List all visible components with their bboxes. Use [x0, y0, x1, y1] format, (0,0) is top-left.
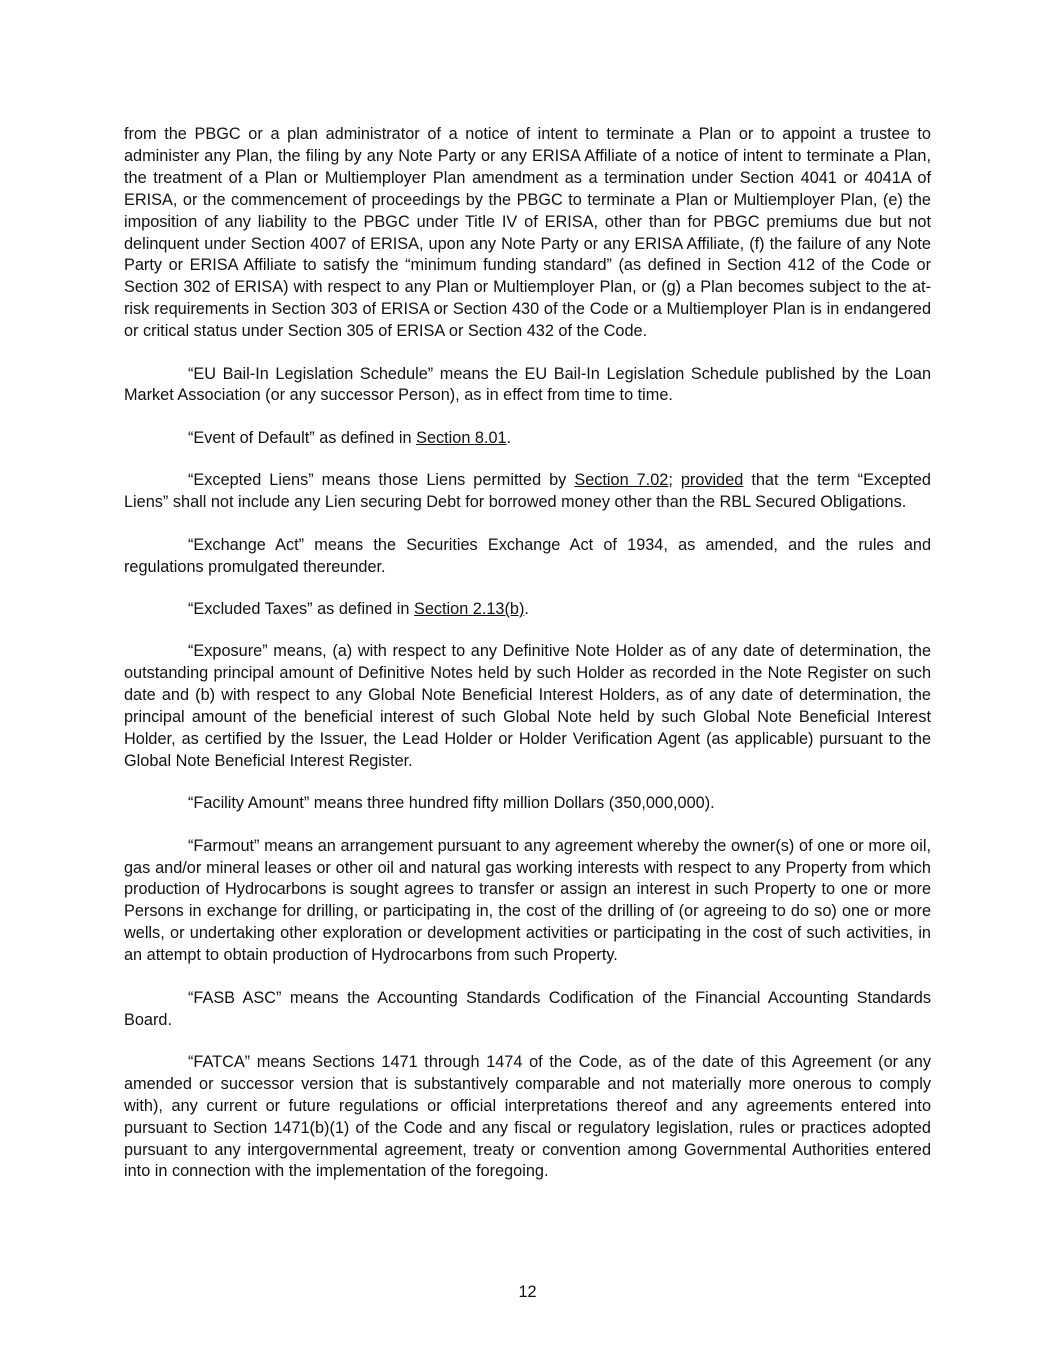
erisa-event-continuation	[124, 124, 931, 343]
definition-excepted-liens	[124, 470, 931, 514]
paragraph-text: .	[524, 599, 529, 618]
paragraph-text: “EU Bail-In Legislation Schedule” means the EU Bail-In Legislation Schedule published by the Loan Market Association (or any successor Person), as in effect from time to time.	[124, 364, 931, 405]
page-number: 12	[518, 1283, 537, 1301]
definition-facility-amount	[124, 793, 931, 815]
section-reference: Section 7.02	[574, 471, 669, 490]
document-body	[124, 124, 931, 1204]
paragraph-text: “Exchange Act” means the Securities Exchange Act of 1934, as amended, and the rules and regulations promulgated thereunder.	[124, 535, 931, 576]
definition-event-of-default	[124, 428, 931, 450]
section-reference: Section 2.13(b)	[413, 599, 525, 618]
section-reference: Section 8.01	[416, 428, 507, 447]
paragraph-text: “Exposure” means, (a) with respect to any Definitive Note Holder as of any date of determination, the outstanding principal amount of Definitive Notes held by such Holder as recorded in the Note Register on such date and (b) with respect to any Global Note Beneficial Interest Holders, as of any date of determination, the principal amount of the beneficial interest of such Global Note held by such Global Note Beneficial Interest Holder, as certified by the Issuer, the Lead Holder or Holder Verification Agent (as applicable) pursuant to the Global Note Beneficial Interest Register.	[124, 642, 931, 770]
definition-exposure	[124, 641, 931, 772]
definition-fasb-asc	[124, 988, 931, 1032]
paragraph-text: “Excepted Liens” means those Liens permitted by	[188, 471, 575, 490]
definition-farmout	[124, 836, 931, 967]
definition-excluded-taxes	[124, 599, 931, 621]
paragraph-text: from the PBGC or a plan administrator of a notice of intent to terminate a Plan or to appoint a trustee to administer any Plan, the filing by any Note Party or any ERISA Affiliate of a notice of intent to terminate a Plan, the treatment of a Plan or Multiemployer Plan amendment as a termination under Section 4041 or 4041A of ERISA, or the commencement of proceedings by the PBGC to terminate a Plan or Multiemployer Plan, (e) the imposition of any liability to the PBGC under Title IV of ERISA, other than for PBGC premiums due but not delinquent under Section 4007 of ERISA, upon any Note Party or any ERISA Affiliate, (f) the failure of any Note Party or ERISA Affiliate to satisfy the “minimum funding standard” (as defined in Section 412 of the Code or Section 302 of ERISA) with respect to any Plan or Multiemployer Plan, or (g) a Plan becomes subject to the at-risk requirements in Section 303 of ERISA or Section 430 of the Code or a Multiemployer Plan is in endangered or critical status under Section 305 of ERISA or Section 432 of the Code.	[124, 125, 931, 341]
paragraph-text: that the term “Excepted Liens” shall not include any Lien securing Debt for borrowed money other than the RBL Secured Obligations.	[124, 471, 931, 512]
paragraph-text: “FATCA” means Sections 1471 through 1474 of the Code, as of the date of this Agreement (or any amended or successor version that is substantively comparable and not materially more onerous to comply with), any current or future regulations or official interpretations thereof and any agreements entered into pursuant to Section 1471(b)(1) of the Code and any fiscal or regulatory legislation, rules or practices adopted pursuant to any intergovernmental agreement, treaty or convention among Governmental Authorities entered into in connection with the implementation of the foregoing.	[124, 1052, 931, 1181]
paragraph-text: “Excluded Taxes” as defined in	[188, 599, 414, 618]
provided-term: provided	[680, 471, 744, 490]
definition-fatca	[124, 1052, 931, 1183]
paragraph-text: .	[506, 428, 512, 447]
definition-eu-bail-in-legislation-schedule	[124, 364, 931, 408]
paragraph-text: “Facility Amount” means three hundred fifty million Dollars (350,000,000).	[188, 794, 715, 813]
paragraph-text: ;	[668, 471, 681, 490]
paragraph-text: “Event of Default” as defined in	[188, 428, 417, 447]
paragraph-text: “FASB ASC” means the Accounting Standards Codification of the Financial Accounting Standards Board.	[124, 988, 931, 1029]
definition-exchange-act	[124, 535, 931, 579]
paragraph-text: “Farmout” means an arrangement pursuant to any agreement whereby the owner(s) of one or more oil, gas and/or mineral leases or other oil and natural gas working interests with respect to any Property from which production of Hydrocarbons is sought agrees to transfer or assign an interest in such Property to one or more Persons in exchange for drilling, or participating in, the cost of the drilling of (or agreeing to do so) one or more wells, or undertaking other exploration or development activities or participating in the cost of such activities, in an attempt to obtain production of Hydrocarbons from such Property.	[124, 836, 931, 965]
